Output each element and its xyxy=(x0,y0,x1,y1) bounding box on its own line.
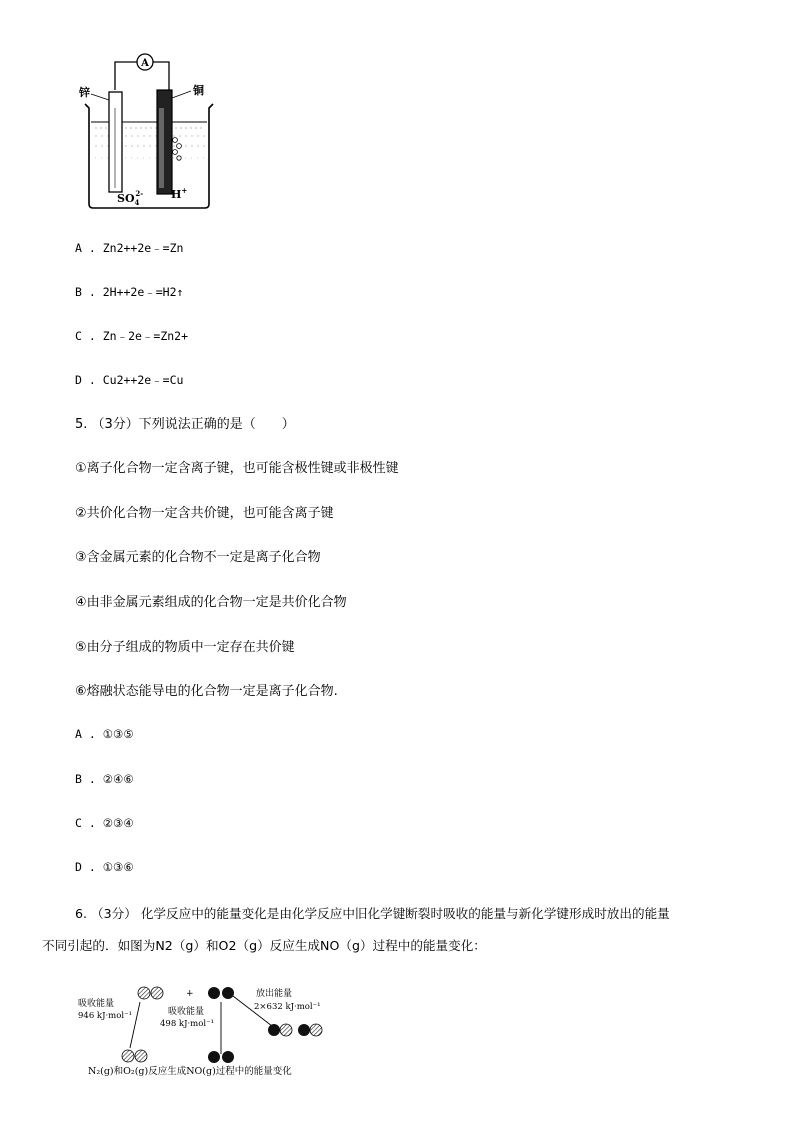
q6-stem-line1: 6. （3分） 化学反应中的能量变化是由化学反应中旧化学键断裂时吸收的能量与新化学键形成时放出的能量 xyxy=(75,906,670,921)
n-atom xyxy=(310,1024,322,1036)
q5-statement: ①离子化合物一定含离子键，也可能含极性键或非极性键 xyxy=(75,461,399,476)
o-atom xyxy=(268,1024,280,1036)
absorb-label-2: 吸收能量 xyxy=(168,1007,205,1017)
n-atom xyxy=(122,1050,134,1062)
n-atom xyxy=(138,987,150,999)
q5-statement: ④由非金属元素组成的化合物一定是共价化合物 xyxy=(75,595,347,610)
zinc-label: 锌 xyxy=(79,86,90,99)
q5-option-c: C . ②③④ xyxy=(75,816,134,830)
q5-statement: ⑤由分子组成的物质中一定存在共价键 xyxy=(75,640,295,655)
hydrogen-label: H+ xyxy=(171,186,188,201)
q6-stem-line2: 不同引起的．如图为N2（g）和O2（g）反应生成NO（g）过程中的能量变化： xyxy=(42,938,486,953)
n-atom xyxy=(135,1050,147,1062)
release-value: 2×632 kJ·mol⁻¹ xyxy=(254,1002,321,1012)
bubble xyxy=(177,156,181,160)
q4-option-b: B . 2H++2e﹣=H2↑ xyxy=(75,285,184,299)
wire xyxy=(115,62,137,90)
q5-statement: ③含金属元素的化合物不一定是离子化合物 xyxy=(75,550,321,565)
o-atom xyxy=(222,987,234,999)
q4-option-d: D . Cu2++2e﹣=Cu xyxy=(75,373,184,387)
o-atom xyxy=(298,1024,310,1036)
n-atom xyxy=(151,987,163,999)
q5-stem: 5. （3分）下列说法正确的是（ ） xyxy=(75,417,295,432)
copper-label: 铜 xyxy=(193,84,204,97)
bubble xyxy=(173,150,178,155)
n-atom xyxy=(280,1024,292,1036)
q5-statement: ②共价化合物一定含共价键，也可能含离子键 xyxy=(75,506,334,521)
zinc-electrode xyxy=(109,92,122,192)
absorb-value-1: 946 kJ·mol⁻¹ xyxy=(78,1011,132,1021)
q5-statement: ⑥熔融状态能导电的化合物一定是离子化合物. xyxy=(75,684,338,699)
galvanic-cell-figure xyxy=(75,48,225,214)
q5-option-d: D . ①③⑥ xyxy=(75,860,134,874)
absorb-label-1: 吸收能量 xyxy=(78,999,115,1009)
ammeter-label: A xyxy=(141,58,149,69)
release-label: 放出能量 xyxy=(256,989,293,999)
q5-option-a: A . ①③⑤ xyxy=(75,727,134,741)
sulfate-label: $SO_42-$ xyxy=(117,189,144,207)
o-atom xyxy=(208,1051,220,1063)
bubble xyxy=(173,138,178,143)
q4-option-c: C . Zn﹣2e﹣=Zn2+ xyxy=(75,329,189,343)
wire xyxy=(153,62,169,90)
q5-option-b: B . ②④⑥ xyxy=(75,772,134,786)
beaker-icon xyxy=(85,104,213,208)
o-atom xyxy=(222,1051,234,1063)
svg-text:+: + xyxy=(186,989,194,999)
energy-change-figure xyxy=(76,980,346,1078)
q4-option-a: A . Zn2++2e﹣=Zn xyxy=(75,241,184,255)
figure-caption: N₂(g)和O₂(g)反应生成NO(g)过程中的能量变化 xyxy=(88,1066,292,1077)
bubble xyxy=(177,144,182,149)
absorb-value-2: 498 kJ·mol⁻¹ xyxy=(160,1019,214,1029)
o-atom xyxy=(208,987,220,999)
